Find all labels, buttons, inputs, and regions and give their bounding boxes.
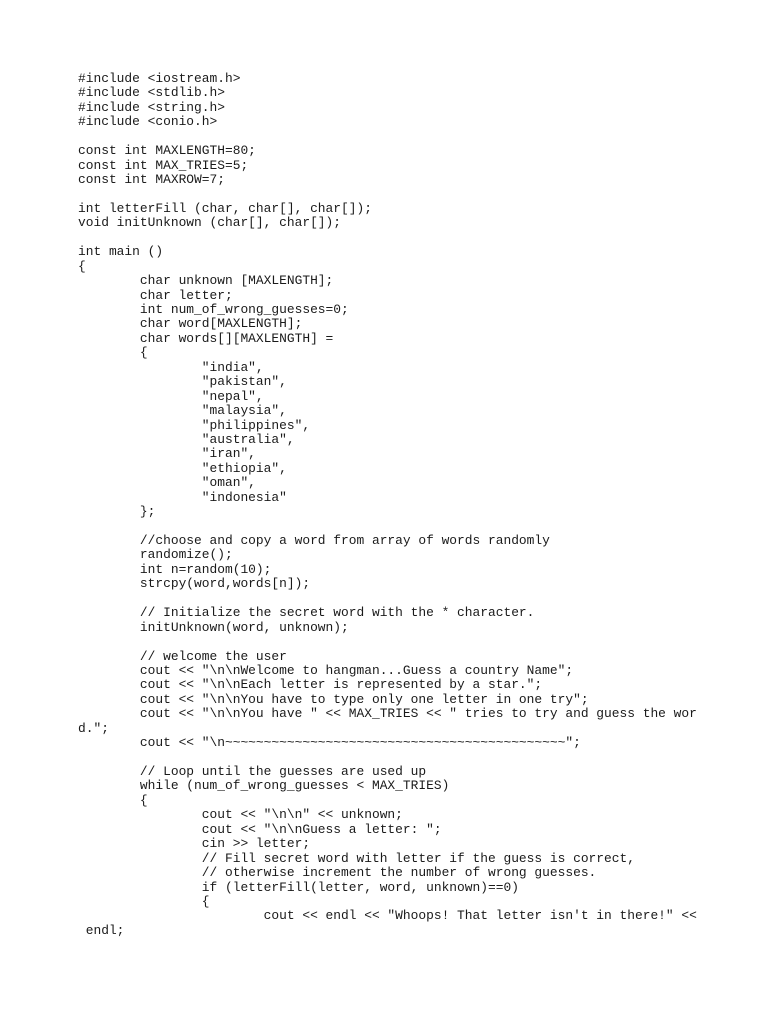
code-line: cout << "\n\nYou have " << MAX_TRIES << " tries to try and guess the wor — [78, 706, 697, 722]
code-line: char word[MAXLENGTH]; — [78, 316, 303, 332]
code-line: char unknown [MAXLENGTH]; — [78, 273, 334, 289]
code-line: while (num_of_wrong_guesses < MAX_TRIES) — [78, 778, 450, 794]
code-line — [78, 592, 758, 606]
code-line: // welcome the user — [78, 648, 287, 664]
code-line: char words[][MAXLENGTH] = — [78, 330, 334, 346]
code-line: int n=random(10); — [78, 561, 272, 577]
code-line: cout << "\n\nYou have to type only one letter in one try"; — [78, 691, 589, 707]
code-line: // Fill secret word with letter if the guess is correct, — [78, 850, 635, 866]
code-line — [78, 751, 758, 765]
code-listing — [78, 72, 758, 938]
code-line: #include <stdlib.h> — [78, 85, 225, 101]
code-line: int letterFill (char, char[], char[]); — [78, 200, 372, 216]
code-line: cout << endl << "Whoops! That letter isn't in there!" << — [78, 908, 697, 924]
code-line — [78, 130, 758, 144]
code-line: // Initialize the secret word with the * character. — [78, 605, 535, 621]
code-line: }; — [78, 504, 156, 520]
code-line: const int MAXROW=7; — [78, 172, 225, 188]
code-line: cout << "\n\nWelcome to hangman...Guess a country Name"; — [78, 662, 574, 678]
code-line: cout << "\n~~~~~~~~~~~~~~~~~~~~~~~~~~~~~~~~~~~~~~~~~~~~"; — [78, 735, 581, 751]
code-line — [78, 635, 758, 649]
code-line: char letter; — [78, 287, 233, 303]
code-line: { — [78, 893, 210, 909]
code-line: cout << "\n\nGuess a letter: "; — [78, 821, 442, 837]
code-line: cin >> letter; — [78, 836, 311, 852]
code-line: "india", — [78, 359, 264, 375]
code-line: "oman", — [78, 475, 256, 491]
code-line: //choose and copy a word from array of words randomly — [78, 533, 550, 548]
code-line: cout << "\n\nEach letter is represented by a star."; — [78, 677, 543, 693]
code-line: const int MAX_TRIES=5; — [78, 157, 249, 173]
code-line: int num_of_wrong_guesses=0; — [78, 302, 349, 317]
code-line: #include <string.h> — [78, 99, 225, 115]
code-line: initUnknown(word, unknown); — [78, 619, 349, 635]
code-line: "iran", — [78, 446, 256, 462]
code-line — [78, 520, 758, 534]
code-line: int main () — [78, 244, 164, 260]
code-line: // Loop until the guesses are used up — [78, 764, 427, 779]
code-line: { — [78, 345, 148, 361]
code-line: randomize(); — [78, 547, 233, 563]
code-line: "philippines", — [78, 417, 311, 433]
code-line: void initUnknown (char[], char[]); — [78, 215, 342, 231]
code-line: "australia", — [78, 431, 295, 447]
code-line: "pakistan", — [78, 374, 287, 390]
code-line: "ethiopia", — [78, 460, 287, 476]
code-line — [78, 188, 758, 202]
code-line: const int MAXLENGTH=80; — [78, 143, 256, 159]
code-line: strcpy(word,words[n]); — [78, 576, 311, 592]
code-line: #include <conio.h> — [78, 114, 218, 130]
code-line: cout << "\n\n" << unknown; — [78, 807, 403, 823]
code-line: "malaysia", — [78, 403, 287, 419]
code-line: #include <iostream.h> — [78, 71, 241, 86]
code-line: if (letterFill(letter, word, unknown)==0) — [78, 879, 519, 895]
code-line — [78, 231, 758, 245]
code-line: d."; — [78, 720, 109, 736]
code-line: "nepal", — [78, 388, 264, 404]
code-line: // otherwise increment the number of wrong guesses. — [78, 865, 597, 881]
code-line: { — [78, 258, 86, 274]
code-line: { — [78, 792, 148, 808]
code-line: endl; — [78, 922, 125, 938]
code-line: "indonesia" — [78, 489, 287, 505]
